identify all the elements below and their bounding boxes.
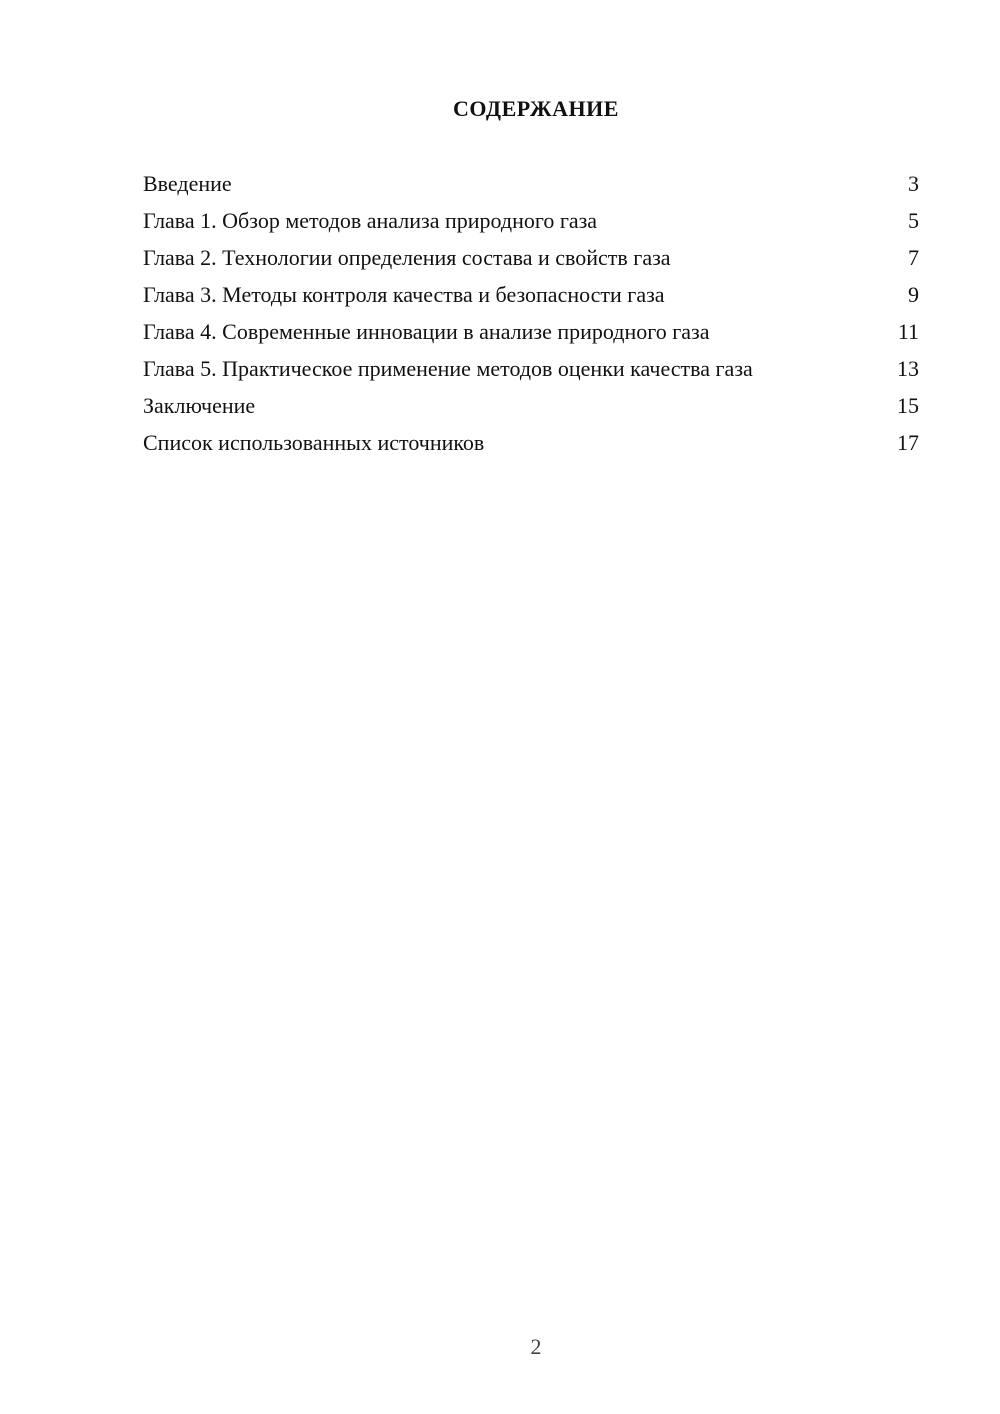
toc-item-page: 17 xyxy=(897,430,919,455)
toc-item-page: 13 xyxy=(897,356,919,381)
toc-item-page: 11 xyxy=(897,319,919,344)
toc-item-title: Глава 1. Обзор методов анализа природного газа xyxy=(143,208,598,233)
toc-item-page: 9 xyxy=(908,282,919,307)
toc-item xyxy=(143,244,919,272)
toc-item-title: Глава 4. Современные инновации в анализе природного газа xyxy=(143,319,710,344)
toc-item-title: Глава 5. Практическое применение методов оценки качества газа xyxy=(143,356,753,381)
toc-item xyxy=(143,170,919,198)
toc-item xyxy=(143,281,919,309)
toc-item xyxy=(143,429,919,457)
toc-item xyxy=(143,392,919,420)
toc-item-title: Глава 3. Методы контроля качества и безопасности газа xyxy=(143,282,665,307)
toc-item xyxy=(143,207,919,235)
toc-item xyxy=(143,318,919,346)
toc-item-title: Глава 2. Технологии определения состава и свойств газа xyxy=(143,245,671,270)
toc-item-page: 15 xyxy=(897,393,919,418)
table-of-contents xyxy=(143,170,919,466)
page-number: 2 xyxy=(530,1334,542,1359)
toc-item-page: 7 xyxy=(908,245,919,270)
toc-item-title: Заключение xyxy=(143,393,256,418)
toc-item-page: 3 xyxy=(908,171,919,196)
toc-item-title: Список использованных источников xyxy=(143,430,485,455)
page-title: СОДЕРЖАНИЕ xyxy=(453,96,619,121)
toc-item-title: Введение xyxy=(143,171,232,196)
toc-item-page: 5 xyxy=(908,208,919,233)
toc-item xyxy=(143,355,919,383)
